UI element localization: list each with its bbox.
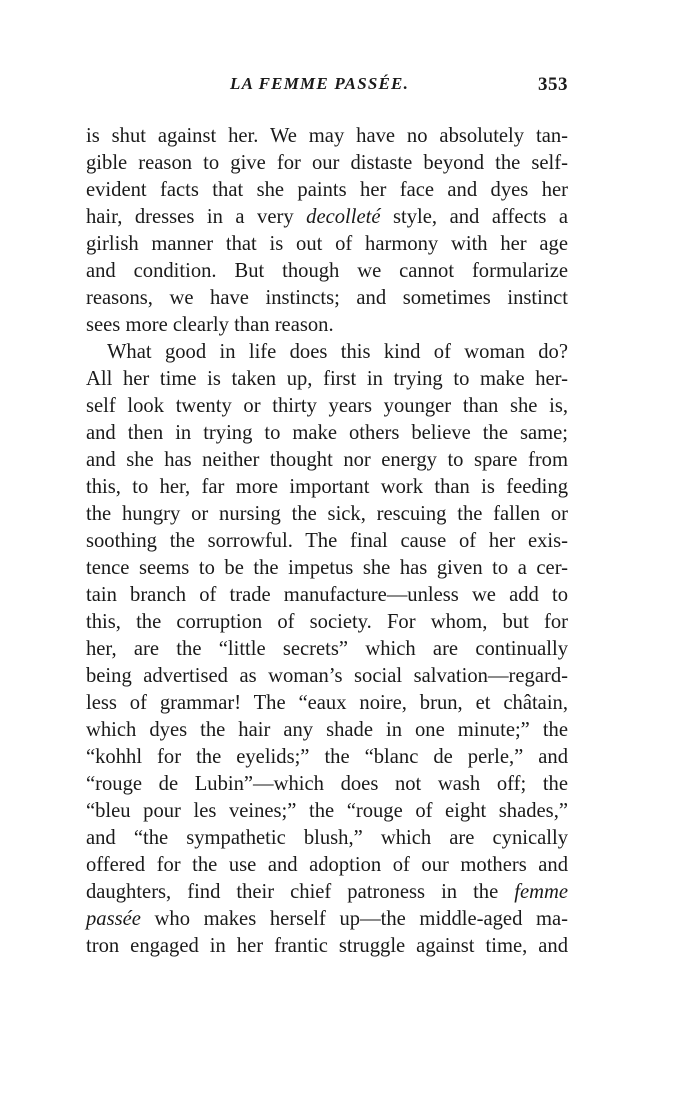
text-run: who makes herself up—the middle-aged ma-: [140, 908, 568, 930]
text-line: sees more clearly than reason.: [86, 314, 334, 336]
text-run: hair, dresses in a very: [86, 206, 307, 228]
text-line: tron engaged in her frantic struggle against time, and: [86, 935, 568, 957]
text-line: being advertised as woman’s social salvation—regard-: [86, 665, 568, 687]
text-line: her, are the “little secrets” which are continually: [86, 638, 568, 660]
text-line: and she has neither thought nor energy to spare from: [86, 449, 568, 471]
text-run: style, and affects a: [380, 206, 568, 228]
text-line: which dyes the hair any shade in one minute;” the: [86, 719, 568, 741]
text-line: and condition. But though we cannot formularize: [86, 260, 568, 282]
text-run: daughters, find their chief patroness in the: [86, 881, 515, 903]
text-line: this, to her, far more important work than is feeding: [86, 476, 568, 498]
text-line: soothing the sorrowful. The final cause of her exis-: [86, 530, 568, 552]
text-line: “rouge de Lubin”—which does not wash off; the: [86, 773, 568, 795]
text-line: tence seems to be the impetus she has given to a cer-: [86, 557, 568, 579]
body-text: [86, 123, 568, 960]
text-line: [86, 906, 568, 933]
text-line: [86, 879, 568, 906]
text-line: [86, 204, 568, 231]
text-line: reasons, we have instincts; and sometimes instinct: [86, 287, 568, 309]
text-line: and “the sympathetic blush,” which are cynically: [86, 827, 568, 849]
running-head: [86, 74, 568, 102]
page-number: 353: [538, 74, 568, 95]
text-line: the hungry or nursing the sick, rescuing the fallen or: [86, 503, 568, 525]
text-line: this, the corruption of society. For whom, but for: [86, 611, 568, 633]
text-line: self look twenty or thirty years younger than she is,: [86, 395, 568, 417]
text-line: offered for the use and adoption of our mothers and: [86, 854, 568, 876]
text-line: is shut against her. We may have no absolutely tan-: [86, 125, 568, 147]
text-line: “bleu pour les veines;” the “rouge of eight shades,”: [86, 800, 568, 822]
italic-term: decolleté: [306, 206, 381, 228]
text-line: What good in life does this kind of woman do?: [107, 341, 568, 363]
text-line: evident facts that she paints her face and dyes her: [86, 179, 568, 201]
text-line: “kohhl for the eyelids;” the “blanc de perle,” and: [86, 746, 568, 768]
text-line: gible reason to give for our distaste beyond the self-: [86, 152, 568, 174]
italic-term: femme: [514, 881, 568, 903]
text-line: All her time is taken up, first in trying to make her-: [86, 368, 568, 390]
text-line: girlish manner that is out of harmony with her age: [86, 233, 568, 255]
text-line: less of grammar! The “eaux noire, brun, et châtain,: [86, 692, 568, 714]
italic-term: passée: [86, 908, 141, 930]
running-title: LA FEMME PASSÉE.: [230, 74, 410, 93]
text-line: tain branch of trade manufacture—unless we add to: [86, 584, 568, 606]
text-line: and then in trying to make others believe the same;: [86, 422, 568, 444]
